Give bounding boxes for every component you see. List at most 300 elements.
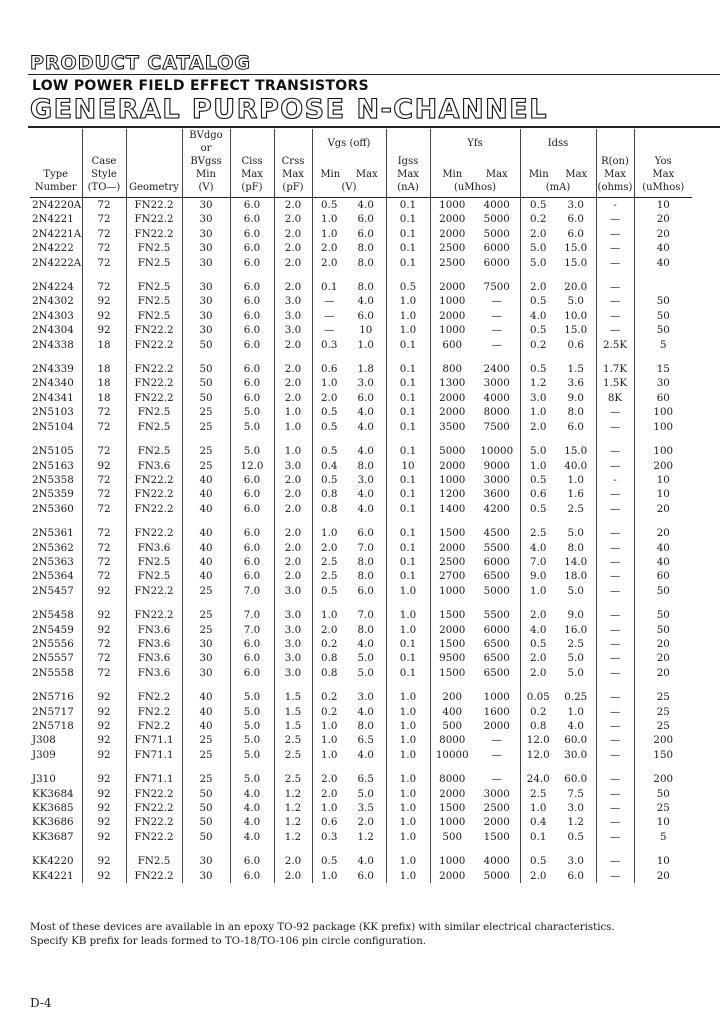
table-cell: 0.5	[530, 199, 547, 211]
table-row	[30, 690, 692, 704]
table-cell: 50	[656, 295, 670, 308]
table-row	[30, 309, 692, 323]
table-cell: 2.0	[274, 502, 312, 516]
table-cell: 20.0	[556, 280, 596, 294]
table-row	[30, 473, 692, 487]
table-cell: 2.0	[346, 815, 386, 829]
table-cell: 72	[82, 420, 126, 434]
table-cell: 1.0	[386, 815, 430, 829]
table-cell: 800	[442, 363, 463, 376]
table-cell: —	[324, 309, 335, 322]
table-cell: 1.0	[321, 720, 338, 732]
table-cell: 25	[182, 772, 230, 786]
part-number: 2N5717	[30, 705, 82, 719]
table-row	[30, 651, 692, 665]
table-cell: 1500	[439, 666, 466, 679]
table-cell: 1600	[474, 705, 520, 719]
table-cell: 6000	[474, 555, 520, 569]
table-cell: 5.0	[230, 690, 274, 704]
table-cell: 5.0	[230, 748, 274, 762]
table-cell: 1.7K	[596, 362, 634, 376]
table-cell: 9500	[439, 652, 466, 665]
table-cell: 0.8	[321, 666, 338, 679]
table-cell: 4.0	[230, 787, 274, 801]
table-cell: FN22.2	[126, 376, 182, 390]
table-cell: 3.0	[530, 391, 547, 404]
table-cell: 5.0	[230, 420, 274, 434]
table-cell: 5.0	[230, 705, 274, 719]
table-cell: 1.0	[530, 802, 547, 815]
table-cell: FN22.2	[126, 473, 182, 487]
table-cell: 1500	[439, 609, 466, 622]
table-cell: 3.5	[346, 801, 386, 815]
table-cell: 4.0	[346, 405, 386, 419]
table-cell: 1300	[439, 377, 466, 390]
table-row	[30, 338, 692, 352]
table-cell: —	[596, 241, 634, 255]
table-cell: 60	[656, 391, 670, 404]
table-cell: 5.0	[556, 526, 596, 540]
table-row	[30, 376, 692, 390]
table-cell: —	[596, 869, 634, 883]
table-cell: 6.0	[230, 280, 274, 294]
table-cell: 0.1	[321, 281, 338, 294]
table-cell: —	[596, 444, 634, 458]
part-number: 2N4221	[30, 212, 82, 226]
table-cell: FN22.2	[126, 227, 182, 241]
table-cell: FN22.2	[126, 608, 182, 622]
title-divider	[28, 74, 720, 75]
table-cell: 0.5	[321, 199, 338, 211]
table-cell: 50	[182, 391, 230, 405]
table-cell: —	[596, 772, 634, 786]
table-cell: 0.1	[386, 338, 430, 352]
table-cell: —	[596, 690, 634, 704]
table-cell: 50	[182, 801, 230, 815]
table-cell: 4500	[474, 526, 520, 540]
table-cell: —	[596, 651, 634, 665]
footnote: Specify KB prefix for leads formed to TO-18/TO-106 pin circle configuration.	[30, 936, 426, 947]
table-cell: 2000	[439, 541, 466, 554]
table-cell: 0.8	[321, 652, 338, 665]
part-number: 2N4341	[30, 391, 82, 405]
table-cell: 25	[182, 420, 230, 434]
part-number: 2N5359	[30, 487, 82, 501]
table-cell: 200	[653, 773, 674, 786]
table-cell: 0.5	[530, 855, 547, 868]
table-row	[30, 212, 692, 226]
table-cell: 2.0	[321, 541, 338, 554]
table-cell: 6.0	[230, 362, 274, 376]
table-cell: 2000	[439, 227, 466, 240]
table-cell: 50	[656, 623, 670, 636]
table-cell: 18	[82, 362, 126, 376]
table-cell: 92	[82, 733, 126, 747]
table-cell: 6.0	[556, 227, 596, 241]
table-cell: —	[596, 502, 634, 516]
table-cell: 30	[182, 241, 230, 255]
table-cell: 6500	[474, 666, 520, 680]
table-cell: 1.0	[386, 869, 430, 883]
table-row	[30, 637, 692, 651]
table-cell: 2.5	[274, 748, 312, 762]
table-cell: 1500	[474, 830, 520, 844]
table-cell: 30	[182, 651, 230, 665]
table-row	[30, 198, 692, 213]
table-cell: 50	[656, 787, 670, 800]
table-cell: —	[324, 324, 335, 337]
table-cell: FN3.6	[126, 459, 182, 473]
table-cell: 1.0	[274, 444, 312, 458]
table-row	[30, 541, 692, 555]
table-cell: 2.0	[321, 773, 338, 786]
table-cell: 2700	[439, 570, 466, 583]
group-spacer	[30, 434, 692, 444]
table-cell: 72	[82, 541, 126, 555]
table-cell: 6.0	[346, 309, 386, 323]
table-row	[30, 719, 692, 733]
part-number: 2N5363	[30, 555, 82, 569]
table-cell: 2.0	[274, 338, 312, 352]
table-cell: 0.2	[530, 213, 547, 226]
table-cell: 30	[182, 854, 230, 868]
table-cell: 6.0	[346, 526, 386, 540]
table-cell: 0.1	[386, 405, 430, 419]
table-cell: 10	[656, 816, 670, 829]
col-vgs-sub: Min Max (V)	[312, 150, 386, 198]
table-cell: 0.1	[386, 569, 430, 583]
table-cell: 4.0	[346, 637, 386, 651]
col-vgs-group: Vgs (off)	[312, 129, 386, 150]
table-cell: 30	[182, 280, 230, 294]
table-cell: 0.1	[386, 666, 430, 680]
table-cell: 10000	[474, 444, 520, 458]
table-cell: 25	[656, 691, 670, 704]
part-number: KK3686	[30, 815, 82, 829]
table-cell: 2000	[439, 869, 466, 882]
table-cell: 25	[182, 608, 230, 622]
table-cell: 20	[656, 213, 670, 226]
part-number: 2N5360	[30, 502, 82, 516]
table-cell: 72	[82, 241, 126, 255]
table-row	[30, 487, 692, 501]
table-row	[30, 256, 692, 270]
table-cell: 72	[82, 444, 126, 458]
table-row	[30, 830, 692, 844]
table-row	[30, 569, 692, 583]
table-cell: 9.0	[556, 608, 596, 622]
table-cell: 2.0	[530, 652, 547, 665]
table-cell: 18.0	[556, 569, 596, 583]
table-cell: 6.0	[346, 212, 386, 226]
table-cell: —	[596, 323, 634, 337]
table-cell: 600	[442, 338, 463, 351]
table-cell: 1000	[439, 584, 466, 597]
col-case-style: Case Style (TO—)	[82, 129, 126, 198]
table-cell: -	[596, 473, 634, 487]
table-cell: —	[474, 733, 520, 747]
table-cell: 2.0	[274, 526, 312, 540]
part-number: 2N5558	[30, 666, 82, 680]
table-cell: 3.6	[556, 376, 596, 390]
table-cell: 1500	[439, 637, 466, 650]
part-number: 2N4302	[30, 294, 82, 308]
table-row	[30, 502, 692, 516]
table-cell: 2000	[439, 787, 466, 800]
table-row	[30, 227, 692, 241]
table-cell: 30	[182, 666, 230, 680]
table-cell: 2.0	[274, 555, 312, 569]
table-cell: 25	[182, 748, 230, 762]
table-cell: 30	[182, 212, 230, 226]
table-cell: 1.0	[530, 584, 547, 597]
table-cell: 0.5	[530, 502, 547, 515]
table-cell: 25	[656, 802, 670, 815]
table-cell: 9000	[474, 459, 520, 473]
table-cell: 2.0	[274, 198, 312, 213]
table-cell: 5.0	[230, 772, 274, 786]
table-cell: 0.1	[386, 391, 430, 405]
table-cell: 3500	[439, 420, 466, 433]
col-ron: R(on) Max (ohms)	[596, 129, 634, 198]
table-cell: 8.0	[346, 555, 386, 569]
table-cell: 92	[82, 830, 126, 844]
table-cell: 2.0	[321, 256, 338, 269]
table-cell: 8K	[596, 391, 634, 405]
col-ciss: Ciss Max (pF)	[230, 129, 274, 198]
table-cell: 50	[656, 609, 670, 622]
table-cell: 0.5	[321, 420, 338, 433]
table-cell: 0.8	[321, 488, 338, 501]
table-cell: 3000	[474, 376, 520, 390]
table-cell: 0.5	[530, 295, 547, 308]
table-cell: 1.5	[556, 362, 596, 376]
table-cell: 4.0	[530, 541, 547, 554]
table-cell: FN2.2	[126, 705, 182, 719]
table-cell: 1.0	[386, 323, 430, 337]
table-cell: 1.0	[386, 787, 430, 801]
table-cell: 72	[82, 227, 126, 241]
table-cell: 1500	[439, 802, 466, 815]
table-cell: 2.0	[274, 227, 312, 241]
table-row	[30, 555, 692, 569]
table-cell: 1.0	[530, 406, 547, 419]
table-cell: 15.0	[556, 323, 596, 337]
col-idss-sub: Min Max (mA)	[520, 150, 596, 198]
table-cell: 0.6	[556, 338, 596, 352]
table-cell: 2.0	[321, 242, 338, 255]
group-spacer	[30, 598, 692, 608]
table-cell: 12.0	[230, 459, 274, 473]
table-row	[30, 869, 692, 883]
table-cell: 5.0	[230, 405, 274, 419]
group-spacer	[30, 270, 692, 280]
table-cell: FN22.2	[126, 362, 182, 376]
table-cell: 3.0	[274, 584, 312, 598]
table-cell: 50	[182, 830, 230, 844]
part-number: KK3685	[30, 801, 82, 815]
table-cell: 7.0	[230, 584, 274, 598]
table-cell: 2000	[439, 281, 466, 294]
table-cell: 6.0	[230, 526, 274, 540]
part-number: KK3684	[30, 787, 82, 801]
table-cell: FN71.1	[126, 748, 182, 762]
table-cell: 0.4	[321, 459, 338, 472]
table-cell: FN2.5	[126, 309, 182, 323]
table-cell: 8.0	[556, 541, 596, 555]
table-cell: 92	[82, 608, 126, 622]
table-cell: 10000	[435, 748, 469, 761]
table-cell: FN2.5	[126, 280, 182, 294]
table-cell: 100	[653, 420, 674, 433]
part-number: J308	[30, 733, 82, 747]
table-cell: 0.1	[386, 487, 430, 501]
table-cell: 0.5	[321, 406, 338, 419]
table-cell: 50	[656, 584, 670, 597]
table-cell: 40	[182, 690, 230, 704]
table-cell: 0.6	[321, 363, 338, 376]
table-cell: 8.0	[346, 241, 386, 255]
table-cell: 10	[656, 473, 670, 486]
table-cell: FN2.2	[126, 690, 182, 704]
table-cell: 2.0	[530, 227, 547, 240]
table-cell: 40	[656, 541, 670, 554]
part-number: J310	[30, 772, 82, 786]
table-cell: 2.0	[530, 281, 547, 294]
table-cell: 92	[82, 459, 126, 473]
table-cell: 1.0	[386, 690, 430, 704]
table-cell: 0.2	[321, 691, 338, 704]
table-cell: —	[596, 623, 634, 637]
table-cell: —	[596, 555, 634, 569]
table-cell: 40.0	[556, 459, 596, 473]
table-cell: FN2.5	[126, 241, 182, 255]
part-number: 2N4220A	[32, 199, 82, 211]
table-cell: 0.1	[386, 212, 430, 226]
table-cell: 1.2	[274, 830, 312, 844]
table-cell: 4.0	[346, 854, 386, 868]
table-cell: 0.5	[386, 280, 430, 294]
table-cell: 92	[82, 801, 126, 815]
table-row	[30, 420, 692, 434]
table-cell: 6.0	[230, 323, 274, 337]
spec-table	[30, 129, 692, 883]
table-cell: 150	[653, 748, 674, 761]
table-cell: 6.0	[230, 502, 274, 516]
table-cell: 7.0	[230, 608, 274, 622]
part-number: KK3687	[30, 830, 82, 844]
table-cell: 5000	[474, 212, 520, 226]
table-cell: 72	[82, 637, 126, 651]
table-cell: 1.0	[321, 227, 338, 240]
table-cell: 72	[82, 569, 126, 583]
table-cell: 15	[656, 363, 670, 376]
table-cell: 50	[182, 815, 230, 829]
table-cell: —	[596, 637, 634, 651]
table-cell: 5000	[474, 584, 520, 598]
table-cell: 25	[182, 444, 230, 458]
table-cell: 40	[182, 487, 230, 501]
table-cell: 2.0	[321, 787, 338, 800]
table-cell: 2.5K	[596, 338, 634, 352]
table-cell: 2.5	[556, 502, 596, 516]
table-cell: 6.0	[230, 376, 274, 390]
table-cell: —	[474, 772, 520, 786]
table-cell: 0.5	[321, 473, 338, 486]
table-cell: 25	[656, 705, 670, 718]
table-cell: 3.0	[274, 666, 312, 680]
group-spacer	[30, 844, 692, 854]
table-cell: 1.0	[530, 459, 547, 472]
table-cell: 15.0	[556, 256, 596, 270]
table-cell: 200	[442, 691, 463, 704]
table-row	[30, 772, 692, 786]
header-divider	[28, 126, 720, 128]
table-cell: 0.1	[386, 376, 430, 390]
table-cell: FN22.2	[126, 198, 182, 213]
table-cell: 2.0	[274, 212, 312, 226]
table-cell: 8.0	[556, 405, 596, 419]
table-cell: 40	[656, 242, 670, 255]
table-cell: 1000	[439, 473, 466, 486]
table-cell: 40	[656, 256, 670, 269]
table-cell: 6.0	[230, 227, 274, 241]
table-cell: 20	[656, 502, 670, 515]
table-cell: 60	[656, 570, 670, 583]
table-cell: —	[474, 294, 520, 308]
table-cell: —	[596, 787, 634, 801]
table-cell: 30	[656, 377, 670, 390]
table-cell: 0.5	[530, 637, 547, 650]
table-cell: FN3.6	[126, 666, 182, 680]
table-cell: 72	[82, 473, 126, 487]
table-cell: 30	[182, 256, 230, 270]
table-cell: —	[596, 748, 634, 762]
table-cell: —	[596, 294, 634, 308]
table-cell: 1.0	[386, 294, 430, 308]
table-cell: 0.5	[530, 473, 547, 486]
table-cell: 6000	[474, 623, 520, 637]
table-cell: 2000	[439, 391, 466, 404]
table-cell: 6500	[474, 569, 520, 583]
table-cell: 25	[656, 720, 670, 732]
table-row	[30, 294, 692, 308]
table-cell: 1000	[439, 295, 466, 308]
table-cell: 2000	[474, 719, 520, 733]
table-cell: 1.0	[274, 420, 312, 434]
table-cell: 12.0	[526, 734, 550, 747]
table-cell: —	[596, 459, 634, 473]
col-yfs-sub: Min Max (uMhos)	[430, 150, 520, 198]
table-cell: 6.0	[230, 487, 274, 501]
table-cell: 3.0	[556, 198, 596, 213]
table-cell: 16.0	[556, 623, 596, 637]
table-cell: 4.0	[530, 309, 547, 322]
part-number: 2N4222A	[32, 256, 82, 269]
table-cell: 2.0	[530, 609, 547, 622]
table-cell: 3000	[474, 473, 520, 487]
table-cell: 5.0	[530, 256, 547, 269]
table-cell: 60.0	[556, 772, 596, 786]
part-number: 2N4221A	[32, 227, 82, 240]
table-cell: 3.0	[556, 854, 596, 868]
table-cell: 6.0	[230, 198, 274, 213]
table-cell: 50	[182, 787, 230, 801]
table-header	[30, 129, 692, 198]
table-cell	[634, 280, 692, 294]
table-cell: 8.0	[346, 569, 386, 583]
table-cell: 8000	[474, 405, 520, 419]
